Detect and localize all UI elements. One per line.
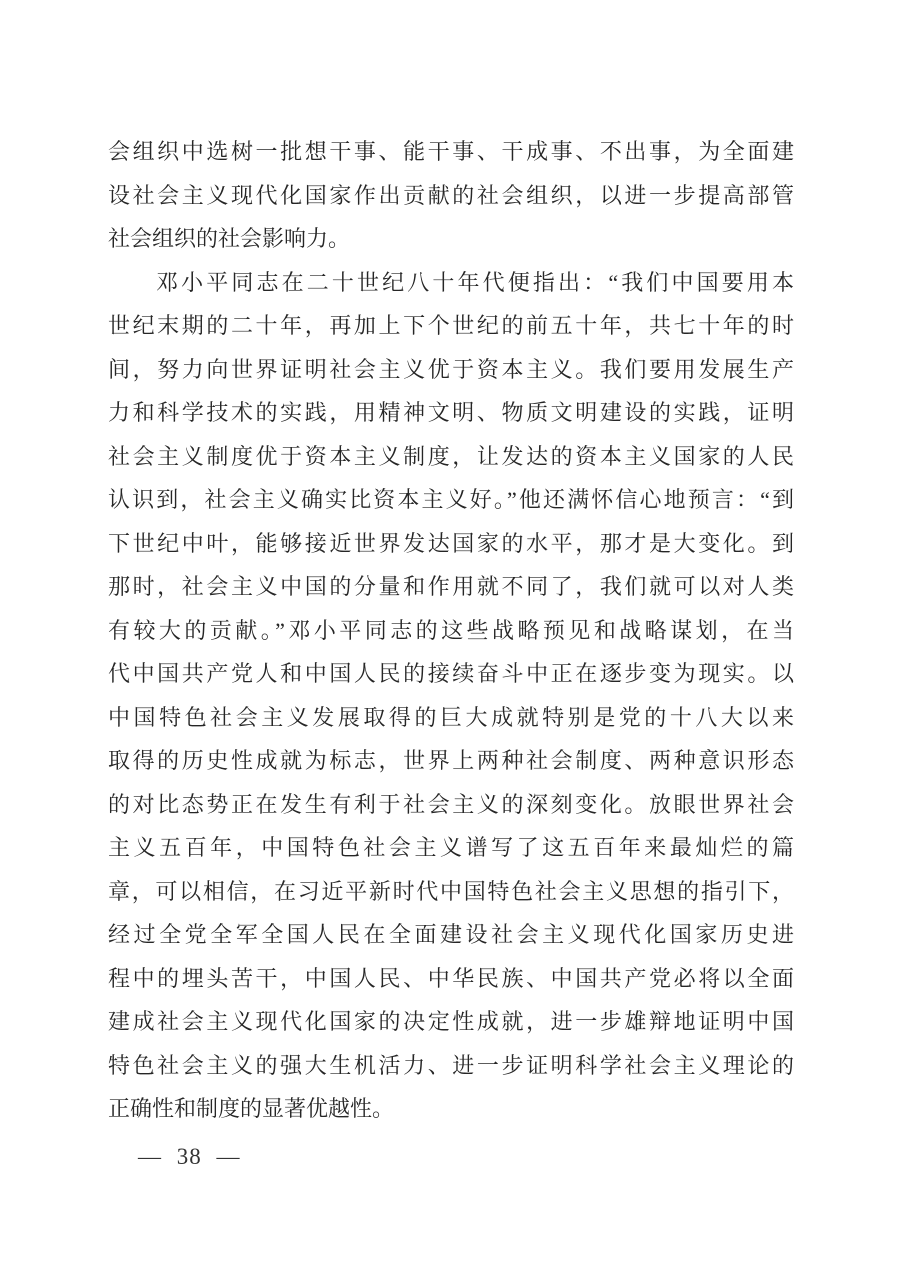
text-line: 有较大的贡献。”邓小平同志的这些战略预见和战略谋划，在当 — [108, 617, 794, 643]
text-line: 章，可以相信，在习近平新时代中国特色社会主义思想的指引下， — [108, 878, 794, 904]
text-line: 经过全党全军全国人民在全面建设社会主义现代化国家历史进 — [108, 922, 794, 947]
text-line: 正确性和制度的显著优越性。 — [108, 1096, 395, 1121]
paragraph-2 — [108, 261, 794, 1131]
text-line: 主义五百年，中国特色社会主义谱写了这五百年来最灿烂的篇 — [108, 835, 794, 860]
text-line: 取得的历史性成就为标志，世界上两种社会制度、两种意识形态 — [108, 748, 794, 773]
text-line: 那时，社会主义中国的分量和作用就不同了，我们就可以对人类 — [108, 574, 794, 599]
text-line: 间，努力向世界证明社会主义优于资本主义。我们要用发展生产 — [108, 356, 794, 382]
text-line: 中国特色社会主义发展取得的巨大成就特别是党的十八大以来 — [108, 704, 794, 730]
text-line: 建成社会主义现代化国家的决定性成就，进一步雄辩地证明中国 — [108, 1009, 794, 1034]
document-body — [108, 130, 794, 1131]
text-line: 代中国共产党人和中国人民的接续奋斗中正在逐步变为现实。以 — [108, 661, 794, 686]
page-footer — [138, 1144, 241, 1170]
text-line: 社会组织的社会影响力。 — [108, 226, 351, 251]
text-line: 程中的埋头苦干，中国人民、中华民族、中国共产党必将以全面 — [108, 965, 794, 991]
text-line: 特色社会主义的强大生机活力、进一步证明科学社会主义理论的 — [108, 1052, 794, 1078]
page-number: — 38 — — [138, 1144, 241, 1169]
text-line: 认识到，社会主义确实比资本主义好。”他还满怀信心地预言：“到 — [108, 487, 794, 512]
text-line: 力和科学技术的实践，用精神文明、物质文明建设的实践，证明 — [108, 400, 794, 425]
text-line: 社会主义制度优于资本主义制度，让发达的资本主义国家的人民 — [108, 443, 794, 469]
paragraph-1 — [108, 130, 794, 261]
text-line: 世纪末期的二十年，再加上下个世纪的前五十年，共七十年的时 — [108, 313, 794, 338]
text-line: 会组织中选树一批想干事、能干事、干成事、不出事，为全面建 — [108, 139, 794, 164]
text-line: 的对比态势正在发生有利于社会主义的深刻变化。放眼世界社会 — [108, 791, 794, 817]
text-line: 设社会主义现代化国家作出贡献的社会组织，以进一步提高部管 — [108, 182, 794, 208]
text-line: 下世纪中叶，能够接近世界发达国家的水平，那才是大变化。到 — [108, 530, 794, 556]
text-line: 邓小平同志在二十世纪八十年代便指出：“我们中国要用本 — [156, 269, 794, 295]
